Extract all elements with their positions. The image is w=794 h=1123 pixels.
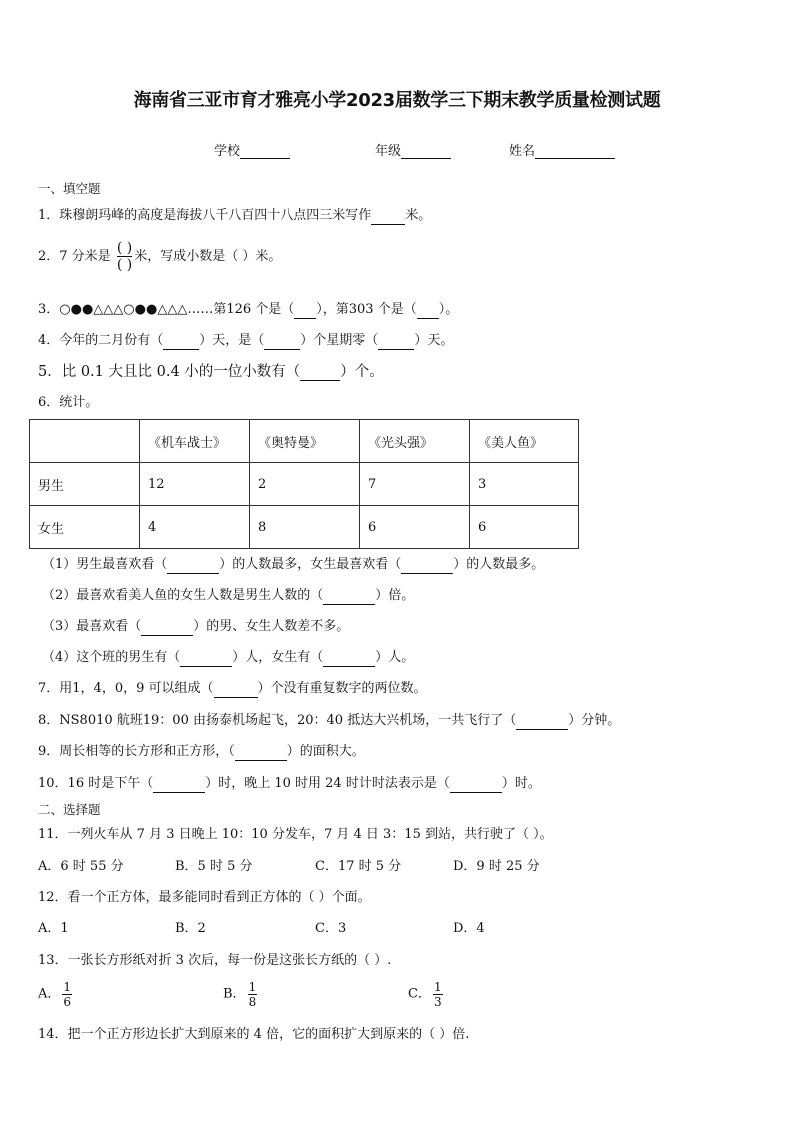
fraction [248,980,258,1009]
q5-text: 5．比 0.1 大且比 0.4 小的一位小数有（ [38,364,301,380]
table-cell: 8 [250,506,360,549]
fraction-blank[interactable] [117,240,132,273]
option-a-label: A． [38,986,61,1002]
fraction-numerator: 1 [433,980,442,994]
question-4 [38,332,453,350]
answer-blank[interactable] [153,779,205,793]
question-13: 13．一张长方形纸对折 3 次后，每一份是这张长方纸的（ ）. [38,953,392,968]
question-6-4 [42,649,414,667]
option-d[interactable]: D．4 [453,921,485,936]
q4-c: ）个星期零（ [300,333,379,348]
answer-blank[interactable] [378,336,414,350]
page-title: 海南省三亚市育才雅亮小学2023届数学三下期末教学质量检测试题 [133,90,661,111]
table-header-cell: 《奥特曼》 [250,420,360,463]
table-header-cell: 《美人鱼》 [470,420,579,463]
q9-b: ）的面积大。 [286,744,365,759]
fraction [62,980,72,1009]
question-2 [38,240,281,273]
table-header-row [30,420,579,463]
name-label: 姓名 [509,144,536,159]
q1-text: 1．珠穆朗玛峰的高度是海拔八千八百四十八点四三米写作 [38,208,372,223]
option-c[interactable]: C．3 [315,921,347,936]
option-d[interactable]: D．9 时 25 分 [453,859,540,874]
option-a[interactable] [38,980,74,1009]
answer-blank[interactable] [300,367,340,381]
fraction-denominator: 8 [248,995,257,1009]
option-b-label: B． [223,986,246,1002]
option-c-label: C． [408,986,431,1002]
table-cell: 6 [360,506,470,549]
q8-b: ）分钟。 [568,713,621,728]
option-c[interactable]: C．17 时 5 分 [315,859,402,874]
answer-blank[interactable] [417,305,439,319]
q2-suffix: 米，写成小数是（ ）米。 [134,249,282,264]
stats-table [29,419,579,549]
grade-label: 年级 [375,144,402,159]
option-a[interactable]: A．6 时 55 分 [38,859,124,874]
q7-b: ）个没有重复数字的两位数。 [257,681,427,696]
question-14: 14．把一个正方形边长扩大到原来的 4 倍，它的面积扩大到原来的（ ）倍. [38,1027,470,1042]
answer-blank[interactable] [323,591,375,605]
question-1 [38,207,431,225]
table-cell: 2 [250,463,360,506]
q3-mid: ），第303 个是（ [316,302,417,317]
answer-blank[interactable] [180,653,232,667]
fraction-denominator: 3 [433,995,442,1009]
section-heading-choice: 二、选择题 [38,802,101,817]
table-cell: 7 [360,463,470,506]
question-8 [38,712,620,730]
school-blank[interactable] [240,144,290,159]
answer-blank[interactable] [163,336,199,350]
question-6-3 [42,618,349,636]
table-row [30,506,579,549]
answer-blank[interactable] [450,779,502,793]
school-field [214,140,290,159]
table-row-label: 男生 [30,463,140,506]
option-c[interactable] [408,980,445,1009]
q5-end: ）个。 [340,364,384,380]
question-10 [38,775,541,793]
answer-blank[interactable] [214,684,258,698]
q3-text: 3．○●●△△△○●●△△△……第126 个是（ [38,302,295,317]
q6-1-a: （1）男生最喜欢看（ [42,557,168,572]
question-6: 6．统计。 [38,395,99,410]
q6-1-c: ）的人数最多。 [453,557,545,572]
q10-c: ）时。 [501,776,541,791]
fraction-numerator: 1 [63,980,72,994]
option-a[interactable]: A．1 [38,921,69,936]
grade-blank[interactable] [401,144,451,159]
fraction-numerator: ( ) [116,240,133,256]
school-label: 学校 [214,144,241,159]
question-6-1 [42,556,544,574]
question-5 [38,363,384,381]
table-cell: 12 [140,463,250,506]
question-6-2 [42,587,414,605]
question-7 [38,680,427,698]
q6-1-b: ）的人数最多，女生最喜欢看（ [219,557,402,572]
table-cell: 6 [470,506,579,549]
q4-d: ）天。 [414,333,454,348]
table-row-label: 女生 [30,506,140,549]
table-cell: 3 [470,463,579,506]
answer-blank[interactable] [516,716,568,730]
name-blank[interactable] [535,144,615,159]
q2-prefix: 2．7 分米是 [38,249,111,264]
q9-a: 9．周长相等的长方形和正方形，（ [38,744,235,759]
answer-blank[interactable] [401,560,453,574]
q6-3-a: （3）最喜欢看（ [42,619,142,634]
q4-b: ）天，是（ [199,333,265,348]
option-b[interactable]: B．5 时 5 分 [175,859,253,874]
answer-blank[interactable] [323,653,375,667]
q10-a: 10．16 时是下午（ [38,776,154,791]
option-b[interactable] [223,980,259,1009]
answer-blank[interactable] [264,336,300,350]
table-header-cell [30,420,140,463]
fraction-denominator: 6 [63,995,72,1009]
question-9 [38,743,365,761]
fraction [433,980,443,1009]
question-3 [38,301,458,319]
answer-blank[interactable] [294,305,316,319]
q6-4-a: （4）这个班的男生有（ [42,650,181,665]
answer-blank[interactable] [167,560,219,574]
table-header-cell: 《光头强》 [360,420,470,463]
q4-text: 4．今年的二月份有（ [38,333,164,348]
q7-a: 7．用1，4，0，9 可以组成（ [38,681,214,696]
q6-4-c: ）人。 [375,650,415,665]
table-row [30,463,579,506]
name-field [509,140,615,159]
grade-field [375,140,451,159]
q6-2-b: ）倍。 [375,588,415,603]
answer-blank[interactable] [141,622,193,636]
table-cell: 4 [140,506,250,549]
question-11: 11．一列火车从 7 月 3 日晚上 10：10 分发车，7 月 4 日 3：15 到站，共行驶了（ ）。 [38,827,553,842]
answer-blank[interactable] [371,211,405,225]
fraction-denominator: ( ) [116,257,133,273]
q6-3-b: ）的男、女生人数差不多。 [193,619,350,634]
q8-a: 8．NS8010 航班19：00 由扬泰机场起飞，20：40 抵达大兴机场，一共飞行了（ [38,713,517,728]
section-heading-fill: 一、填空题 [38,181,101,196]
table-header-cell: 《机车战士》 [140,420,250,463]
question-12: 12．看一个正方体，最多能同时看到正方体的（ ）个面。 [38,890,371,905]
q6-2-a: （2）最喜欢看美人鱼的女生人数是男生人数的（ [42,588,324,603]
q6-4-b: ）人，女生有（ [232,650,324,665]
q1-suffix: 米。 [405,208,432,223]
answer-blank[interactable] [235,747,287,761]
q3-end: ）。 [438,302,459,317]
option-b[interactable]: B．2 [175,921,206,936]
fraction-numerator: 1 [248,980,257,994]
q10-b: ）时，晚上 10 时用 24 时计时法表示是（ [205,776,450,791]
